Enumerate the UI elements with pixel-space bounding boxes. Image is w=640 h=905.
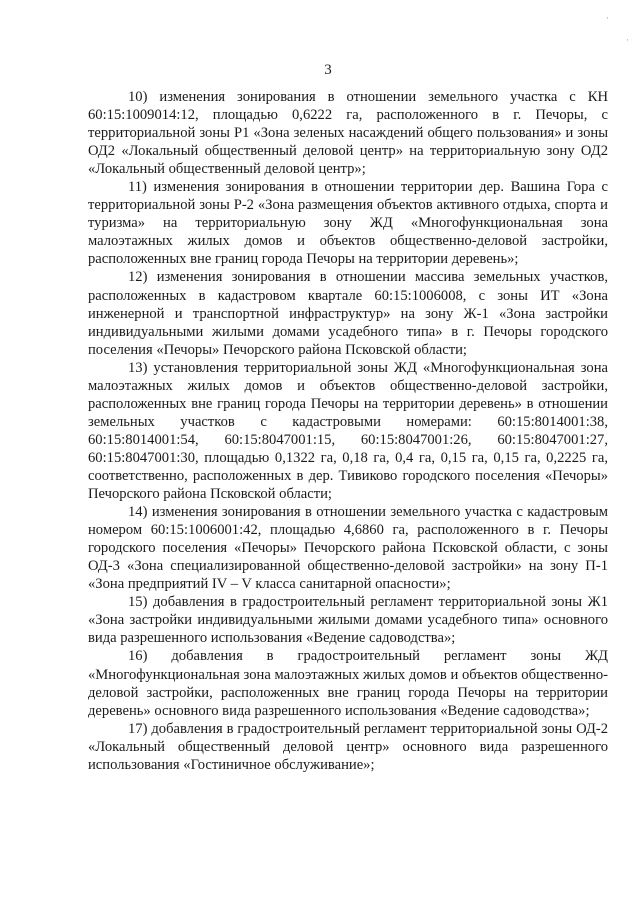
scan-mark-top-right: ·: [606, 14, 609, 24]
paragraph-item-17: 17) добавления в градостроительный регламент территориальной зоны ОД-2 «Локальный общественный деловой центр» основного вида разрешенного использования «Гостиничное обслуживание»;: [88, 720, 608, 773]
page-number: 3: [324, 62, 332, 78]
paragraph-item-13: 13) установления территориальной зоны ЖД «Многофункциональная зона малоэтажных жилых домов и объектов общественно-деловой застройки, расположенных вне границ города Печоры на территории деревень» в отношении земельных участков с кадастровыми номерами: 60:15:8014001:38, 60:15:8014001:54, 60:15:8047001:15, 60:15:8047001:26, 60:15:8047001:27, 60:15:8047001:30, площадью 0,1322 га, 0,18 га, 0,4 га, 0,15 га, 0,15 га, 0,2225 га, соответственно, расположенных в дер. Тивиково городского поселения «Печоры» Печорского района Псковской области;: [88, 359, 608, 503]
paragraph-item-15: 15) добавления в градостроительный регламент территориальной зоны Ж1 «Зона застройки индивидуальными жилыми домами усадебного типа» основного вида разрешенного использования «Ведение садоводства»;: [88, 594, 608, 647]
scan-mark-right-edge: ·: [626, 36, 629, 46]
paragraph-item-10: 10) изменения зонирования в отношении земельного участка с КН 60:15:1009014:12, площадью 0,6222 га, расположенного в г. Печоры, с территориальной зоны Р1 «Зона зеленых насаждений общего пользования» и зоны ОД2 «Локальный общественный деловой центр» на территориальную зону ОД2 «Локальный общественный деловой центр»;: [88, 89, 608, 178]
paragraph-item-14: 14) изменения зонирования в отношении земельного участка с кадастровым номером 60:15:1006001:42, площадью 4,6860 га, расположенного в г. Печоры городского поселения «Печоры» Печорского района Псковской области, с зоны ОД-3 «Зона специализированной общественно-деловой застройки» на зону П-1 «Зона предприятий IV – V класса санитарной опасности»;: [88, 504, 608, 593]
paragraph-item-12: 12) изменения зонирования в отношении массива земельных участков, расположенных в кадастровом квартале 60:15:1006008, с зоны ИТ «Зона инженерной и транспортной инфраструктур» на зону Ж-1 «Зона застройки индивидуальными жилыми домами усадебного типа» в г. Печоры городского поселения «Печоры» Печорского района Псковской области;: [88, 269, 608, 358]
document-body: [88, 88, 608, 774]
paragraph-item-11: 11) изменения зонирования в отношении территории дер. Вашина Гора с территориальной зоны Р-2 «Зона размещения объектов активного отдыха, спорта и туризма» на территориальную зону ЖД «Многофункциональная зона малоэтажных жилых домов и объектов общественно-деловой застройки, расположенных вне границ города Печоры на территории деревень»;: [88, 179, 608, 268]
paragraph-item-16: 16) добавления в градостроительный регламент зоны ЖД «Многофункциональная зона малоэтажных жилых домов и объектов общественно-деловой застройки, расположенных вне границ города Печоры на территории деревень» основного вида разрешенного использования «Ведение садоводства»;: [88, 648, 608, 719]
